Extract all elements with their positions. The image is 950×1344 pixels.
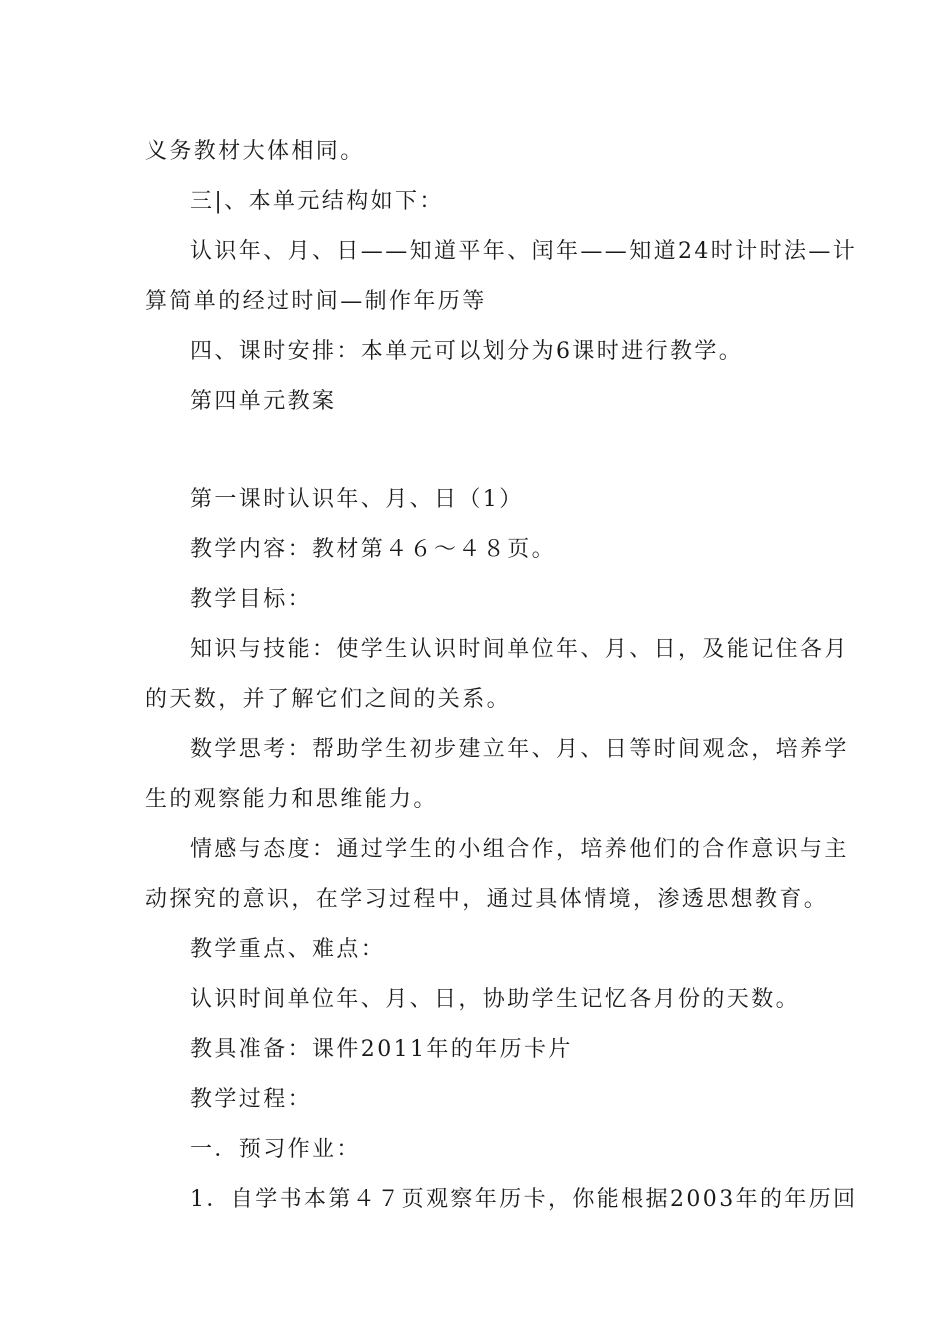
text-line: 一．预习作业： — [190, 1137, 361, 1162]
text-line: 教具准备：课件2011年的年历卡片 — [190, 1037, 573, 1062]
text-line: 数学思考：帮助学生初步建立年、月、日等时间观念，培养学 — [190, 737, 849, 762]
text-line: 认识年、月、日——知道平年、闰年——知道24时计时法—计 — [190, 239, 858, 264]
text-line: 生的观察能力和思维能力。 — [145, 787, 438, 812]
text-line: 知识与技能：使学生认识时间单位年、月、日，及能记住各月 — [190, 637, 849, 662]
text-line: 1．自学书本第４７页观察年历卡，你能根据2003年的年历回 — [190, 1187, 858, 1212]
text-line: 算简单的经过时间—制作年历等 — [145, 289, 487, 314]
text-line: 四、课时安排：本单元可以划分为6课时进行教学。 — [190, 339, 744, 364]
text-line: 情感与态度：通过学生的小组合作，培养他们的合作意识与主 — [190, 837, 849, 862]
text-line: 教学重点、难点： — [190, 937, 386, 962]
lesson-title: 第一课时认识年、月、日（1） — [190, 487, 524, 512]
text-line: 的天数，并了解它们之间的关系。 — [145, 687, 512, 712]
text-line: 认识时间单位年、月、日，协助学生记忆各月份的天数。 — [190, 987, 801, 1012]
section-title: 第四单元教案 — [190, 389, 337, 414]
text-line: 教学过程： — [190, 1087, 313, 1112]
text-line: 教学内容：教材第４６～４８页。 — [190, 537, 557, 562]
text-line: 动探究的意识，在学习过程中，通过具体情境，渗透思想教育。 — [145, 887, 829, 912]
text-line: 教学目标： — [190, 587, 313, 612]
text-line: 三|、本单元结构如下： — [190, 189, 444, 214]
text-line: 义务教材大体相同。 — [145, 139, 365, 164]
